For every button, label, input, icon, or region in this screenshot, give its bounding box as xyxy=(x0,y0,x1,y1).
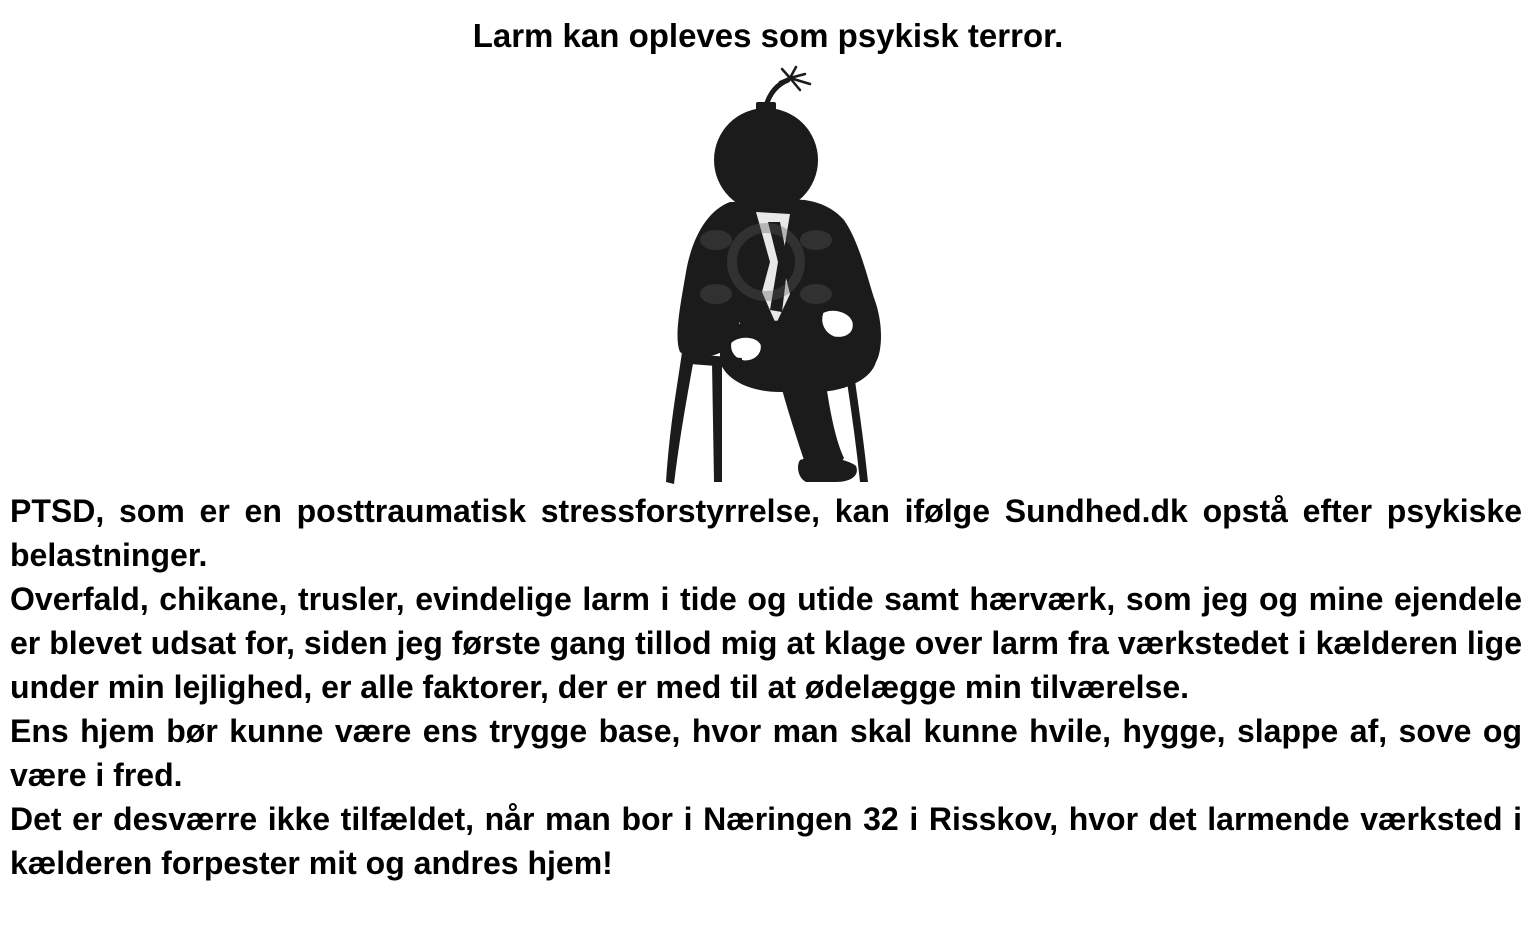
paragraph-home: Ens hjem bør kunne være ens trygge base, hvor man skal kunne hvile, hygge, slappe af, sove og være i fred. xyxy=(10,713,1522,793)
paragraph-harassment: Overfald, chikane, trusler, evindelige larm i tide og utide samt hærværk, som jeg og mine ejendele er blevet udsat for, siden jeg første gang tillod mig at klage over larm fra værkstedet i kælderen lige under min lejlighed, er alle faktorer, der er med til at ødelægge min tilværelse. xyxy=(10,581,1522,705)
paragraph-location: Det er desværre ikke tilfældet, når man bor i Næringen 32 i Risskov, hvor det larmende værksted i kælderen forpester mit og andres hjem! xyxy=(10,801,1522,881)
bomb-head-icon xyxy=(714,108,818,212)
legs-icon xyxy=(780,382,844,470)
right-hand-icon xyxy=(821,309,855,338)
fuse-spark-icon xyxy=(780,67,810,90)
page-title: Larm kan opleves som psykisk terror. xyxy=(472,17,1064,54)
bomb-head-man-illustration xyxy=(630,62,910,492)
paragraph-ptsd: PTSD, som er en posttraumatisk stressforstyrrelse, kan ifølge Sundhed.dk opstå efter psykiske belastninger. xyxy=(10,493,1522,573)
article-body xyxy=(10,489,1522,885)
shoe-icon xyxy=(798,458,857,482)
